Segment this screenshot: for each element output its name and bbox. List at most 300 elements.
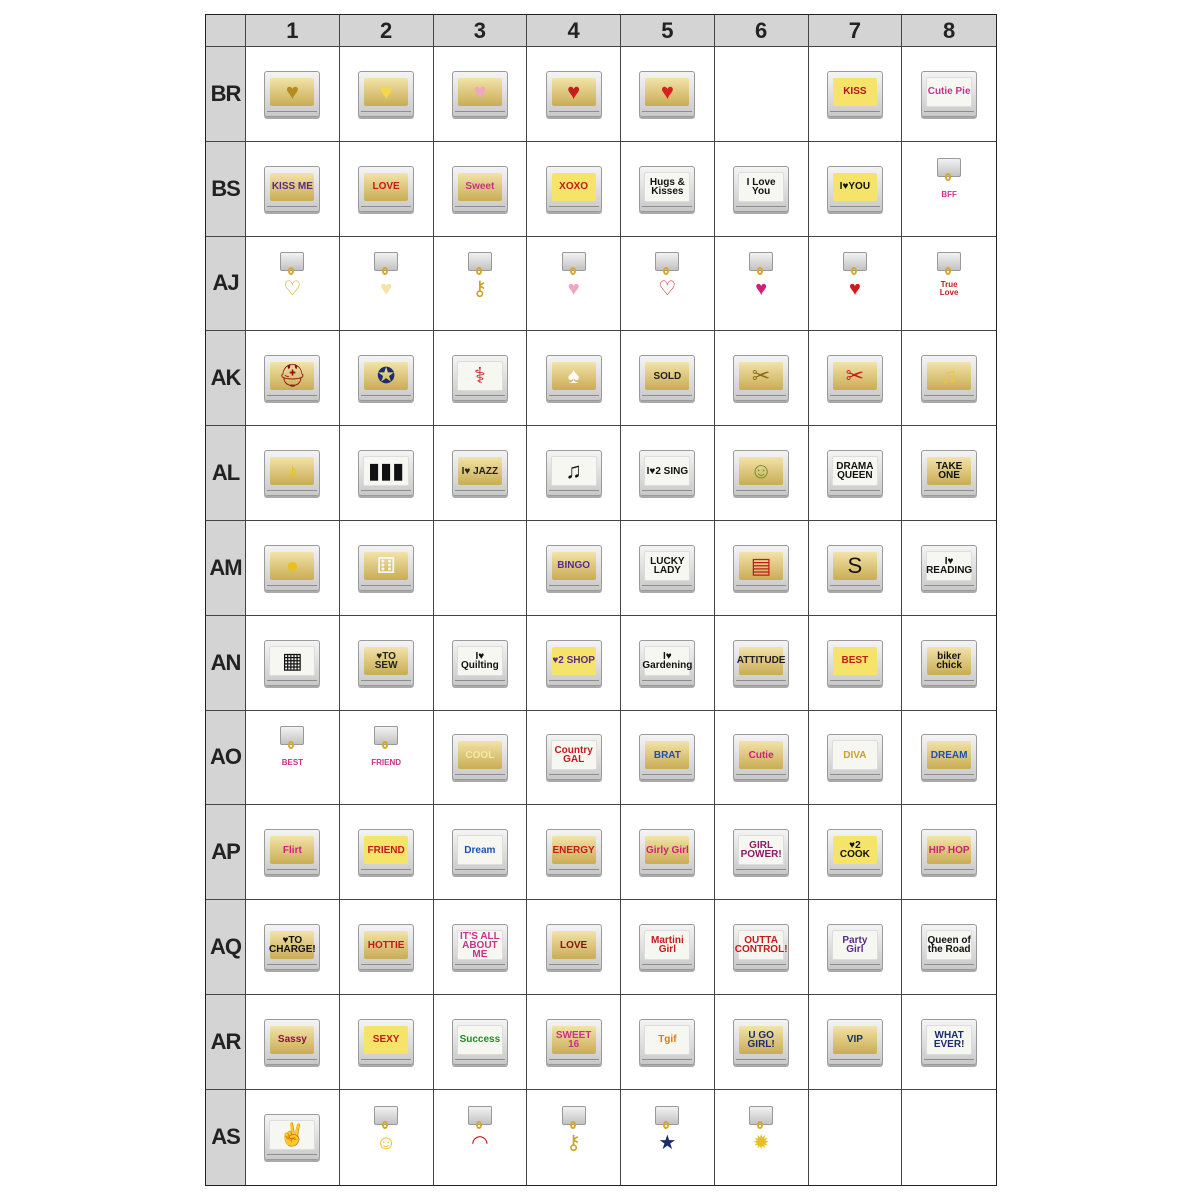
grid-cell: [715, 47, 809, 141]
charm-text: ♥TO SEW: [374, 650, 398, 671]
grid-cell[interactable]: [527, 900, 621, 994]
charm-text: BINGO: [557, 560, 591, 572]
grid-cell[interactable]: [527, 331, 621, 425]
pendant-symbol-icon: ♥: [755, 278, 768, 301]
corner-cell: [206, 15, 246, 46]
charm-face: [270, 457, 314, 485]
charm-face: [926, 930, 972, 960]
grid-cell[interactable]: [434, 1090, 528, 1185]
grid-cell[interactable]: [527, 995, 621, 1089]
grid-cell[interactable]: [340, 995, 434, 1089]
italian-charm-link: [546, 166, 602, 212]
grid-cell[interactable]: [246, 805, 340, 899]
grid-cell: [902, 1090, 996, 1185]
charm-face: [458, 741, 502, 769]
charm-face: [270, 552, 314, 580]
italian-charm-link: [546, 450, 602, 496]
grid-cell[interactable]: [809, 900, 903, 994]
charm-text: Cutie Pie: [927, 86, 971, 98]
charm-symbol-icon: ✌: [278, 1122, 307, 1148]
italian-charm-link: [827, 924, 883, 970]
grid-row-am: [206, 521, 996, 616]
charm-text: GIRL POWER!: [740, 840, 782, 861]
grid-cell[interactable]: [527, 47, 621, 141]
pendant: [559, 274, 589, 304]
charm-text: KISS ME: [271, 181, 313, 193]
dangle-charm: [746, 1106, 776, 1168]
grid-cell[interactable]: [527, 237, 621, 331]
italian-charm-link: [264, 545, 320, 591]
italian-charm-link: [358, 829, 414, 875]
charm-face: [364, 552, 408, 580]
grid-cell[interactable]: [621, 995, 715, 1089]
grid-cell[interactable]: [621, 331, 715, 425]
charm-face: [832, 930, 878, 960]
grid-cell[interactable]: [621, 1090, 715, 1185]
grid-cell[interactable]: [340, 805, 434, 899]
grid-cell[interactable]: [434, 995, 528, 1089]
italian-charm-link: [921, 829, 977, 875]
grid-cell[interactable]: [527, 426, 621, 520]
charm-face: [927, 362, 971, 390]
grid-cell[interactable]: [340, 237, 434, 331]
grid-row-bs: [206, 142, 996, 237]
grid-cell[interactable]: [527, 805, 621, 899]
charm-face: [645, 362, 689, 390]
charm-text: I♥YOU: [839, 181, 871, 193]
italian-charm-link: [264, 1019, 320, 1065]
grid-body: [206, 47, 996, 1185]
italian-charm-link: [452, 71, 508, 117]
grid-cell[interactable]: [809, 237, 903, 331]
charm-text: DIVA: [843, 749, 867, 761]
charm-face: [552, 78, 596, 106]
row-header: AJ: [206, 237, 246, 331]
charm-face: [458, 173, 502, 201]
grid-cell[interactable]: [902, 995, 996, 1089]
grid-cell[interactable]: [902, 616, 996, 710]
column-header-8: 8: [902, 15, 996, 46]
grid-cell[interactable]: [527, 521, 621, 615]
italian-charm-link: [639, 450, 695, 496]
charm-text: Girly Girl: [645, 844, 689, 856]
italian-charm-link: [921, 734, 977, 780]
grid-cell[interactable]: [527, 1090, 621, 1185]
charm-face: [736, 647, 786, 675]
dangle-charm: [559, 1106, 589, 1168]
grid-cell[interactable]: [715, 331, 809, 425]
italian-charm-link: [264, 1114, 320, 1160]
grid-cell[interactable]: [621, 900, 715, 994]
grid-cell[interactable]: [621, 142, 715, 236]
charm-face: [927, 836, 971, 864]
italian-charm-link: [733, 545, 789, 591]
grid-cell[interactable]: [246, 426, 340, 520]
grid-cell[interactable]: [340, 331, 434, 425]
italian-charm-link: [639, 829, 695, 875]
dangle-charm: [934, 252, 964, 314]
charm-face: [552, 836, 596, 864]
charm-face: [644, 1025, 690, 1055]
charm-text: XOXO: [559, 181, 589, 193]
charm-face: [739, 1026, 783, 1054]
charm-symbol-icon: ✪: [376, 363, 396, 389]
grid-cell[interactable]: [621, 616, 715, 710]
charm-face: [457, 835, 503, 865]
charm-face: [364, 173, 408, 201]
grid-cell[interactable]: [902, 805, 996, 899]
grid-cell[interactable]: [902, 331, 996, 425]
charm-face: [833, 173, 877, 201]
grid-cell[interactable]: [715, 900, 809, 994]
charm-text: Success: [459, 1034, 501, 1046]
grid-cell[interactable]: [434, 47, 528, 141]
italian-charm-link: [358, 640, 414, 686]
charm-text: HIP HOP: [928, 844, 970, 856]
grid-cell[interactable]: [340, 142, 434, 236]
grid-cell[interactable]: [809, 711, 903, 805]
grid-cell[interactable]: [902, 142, 996, 236]
charm-grid: [205, 14, 997, 1186]
row-header: AQ: [206, 900, 246, 994]
charm-text: ♥2 COOK: [839, 840, 870, 861]
charm-face: [457, 930, 503, 960]
charm-text: Sweet: [465, 181, 495, 193]
charm-text: I Love You: [746, 176, 776, 197]
italian-charm-link: [827, 640, 883, 686]
italian-charm-link: [733, 166, 789, 212]
charm-text: LUCKY LADY: [650, 555, 685, 576]
charm-symbol-icon: ✂: [751, 363, 771, 389]
charm-face: [269, 646, 315, 676]
charm-face: [270, 78, 314, 106]
grid-cell[interactable]: [715, 1090, 809, 1185]
dangle-charm: [465, 252, 495, 314]
charm-text: I♥ JAZZ: [461, 465, 499, 477]
dangle-charm: [652, 1106, 682, 1168]
pendant: [652, 274, 682, 304]
charm-text: Sassy: [277, 1034, 307, 1046]
charm-text: IT'S ALL ABOUT ME: [459, 930, 500, 960]
grid-cell[interactable]: [621, 237, 715, 331]
grid-cell[interactable]: [527, 142, 621, 236]
charm-symbol-icon: ♥: [285, 78, 299, 104]
row-header: AO: [206, 711, 246, 805]
pendant-text: BEST: [281, 758, 304, 768]
grid-cell[interactable]: [809, 521, 903, 615]
grid-cell[interactable]: [902, 47, 996, 141]
charm-face: [738, 835, 784, 865]
dangle-charm: [746, 252, 776, 314]
italian-charm-link: [452, 355, 508, 401]
grid-row-ao: [206, 711, 996, 806]
grid-cell[interactable]: [902, 426, 996, 520]
charm-face: [552, 1026, 596, 1054]
grid-cell[interactable]: [246, 616, 340, 710]
pendant-symbol-icon: ♡: [283, 278, 302, 301]
charm-face: [926, 551, 972, 581]
grid-cell[interactable]: [715, 426, 809, 520]
charm-symbol-icon: ⚕: [473, 363, 486, 389]
charm-face: [458, 78, 502, 106]
grid-cell[interactable]: [809, 331, 903, 425]
grid-cell[interactable]: [340, 711, 434, 805]
charm-face: [833, 1026, 877, 1054]
grid-cell[interactable]: [340, 47, 434, 141]
pendant: [746, 274, 776, 304]
italian-charm-link: [733, 829, 789, 875]
italian-charm-link: [827, 355, 883, 401]
grid-cell[interactable]: [434, 237, 528, 331]
italian-charm-link: [452, 924, 508, 970]
italian-charm-link: [639, 640, 695, 686]
charm-text: COOL: [465, 749, 495, 761]
pendant-symbol-icon: ♡: [658, 278, 677, 301]
grid-cell[interactable]: [621, 805, 715, 899]
grid-cell[interactable]: [434, 426, 528, 520]
italian-charm-link: [921, 71, 977, 117]
grid-cell[interactable]: [715, 237, 809, 331]
grid-cell[interactable]: [434, 900, 528, 994]
row-header: AP: [206, 805, 246, 899]
grid-row-aq: [206, 900, 996, 995]
charm-face: [270, 931, 314, 959]
italian-charm-link: [546, 924, 602, 970]
italian-charm-link: [546, 1019, 602, 1065]
italian-charm-link: [264, 71, 320, 117]
grid-cell[interactable]: [902, 711, 996, 805]
charm-text: U GO GIRL!: [747, 1029, 775, 1050]
grid-cell[interactable]: [715, 995, 809, 1089]
charm-face: [739, 362, 783, 390]
grid-cell[interactable]: [621, 521, 715, 615]
charm-text: ATTITUDE: [736, 655, 786, 667]
italian-charm-link: [546, 640, 602, 686]
italian-charm-link: [827, 166, 883, 212]
pendant-symbol-icon: ♥: [567, 278, 580, 301]
grid-cell[interactable]: [340, 521, 434, 615]
pendant: [652, 1128, 682, 1158]
pendant-symbol-icon: ☺: [375, 1132, 397, 1155]
charm-symbol-icon: ▦: [281, 647, 303, 673]
pendant-symbol-icon: ♥: [848, 278, 861, 301]
grid-cell[interactable]: [246, 995, 340, 1089]
italian-charm-link: [827, 734, 883, 780]
charm-text: TAKE ONE: [935, 461, 963, 482]
pendant-symbol-icon: ⚷: [472, 278, 488, 301]
pendant: [559, 1128, 589, 1158]
charm-face: [457, 1025, 503, 1055]
row-header: AN: [206, 616, 246, 710]
grid-row-br: [206, 47, 996, 142]
grid-cell[interactable]: [246, 1090, 340, 1185]
italian-charm-link: [264, 924, 320, 970]
italian-charm-link: [452, 166, 508, 212]
row-header: AR: [206, 995, 246, 1089]
charm-face: [926, 1025, 972, 1055]
charm-face: [833, 836, 877, 864]
charm-face: [270, 836, 314, 864]
charm-text: KISS: [843, 86, 867, 98]
charm-text: I♥ READING: [926, 555, 973, 576]
charm-face: [552, 552, 596, 580]
charm-face: [269, 1120, 315, 1150]
charm-symbol-icon: ♫: [940, 363, 958, 389]
charm-text: biker chick: [936, 650, 962, 671]
grid-cell[interactable]: [527, 711, 621, 805]
charm-symbol-icon: ♥: [567, 78, 581, 104]
italian-charm-link: [639, 166, 695, 212]
charm-text: Flirt: [282, 844, 302, 856]
grid-cell[interactable]: [809, 616, 903, 710]
charm-symbol-icon: ♥: [473, 78, 487, 104]
italian-charm-link: [546, 355, 602, 401]
italian-charm-link: [358, 450, 414, 496]
grid-cell[interactable]: [621, 426, 715, 520]
charm-face: [833, 362, 877, 390]
charm-face: [270, 362, 314, 390]
italian-charm-link: [639, 924, 695, 970]
charm-face: [739, 741, 783, 769]
grid-cell[interactable]: [340, 1090, 434, 1185]
pendant: [371, 274, 401, 304]
italian-charm-link: [264, 829, 320, 875]
italian-charm-link: [921, 355, 977, 401]
italian-charm-link: [733, 640, 789, 686]
charm-text: VIP: [846, 1034, 863, 1046]
pendant: [371, 1128, 401, 1158]
italian-charm-link: [827, 71, 883, 117]
charm-face: [364, 836, 408, 864]
charm-face: [364, 1026, 408, 1054]
grid-cell[interactable]: [715, 142, 809, 236]
pendant: [746, 1128, 776, 1158]
grid-cell[interactable]: [715, 616, 809, 710]
pendant-symbol-icon: ◠: [471, 1132, 489, 1155]
charm-face: [832, 740, 878, 770]
grid-cell[interactable]: [902, 900, 996, 994]
grid-cell[interactable]: [902, 521, 996, 615]
grid-cell[interactable]: [340, 900, 434, 994]
dangle-charm: [371, 726, 401, 788]
charm-text: Dream: [464, 844, 496, 856]
charm-text: ♥2 SHOP: [552, 655, 595, 667]
grid-cell[interactable]: [902, 237, 996, 331]
grid-cell[interactable]: [246, 521, 340, 615]
italian-charm-link: [639, 71, 695, 117]
charm-symbol-icon: ⛑: [278, 363, 307, 389]
charm-symbol-icon: ♠: [567, 363, 580, 389]
row-header: AK: [206, 331, 246, 425]
charm-symbol-icon: ♪: [286, 458, 298, 484]
grid-cell[interactable]: [246, 237, 340, 331]
grid-cell[interactable]: [809, 805, 903, 899]
charm-face: [364, 647, 408, 675]
charm-face: [738, 172, 784, 202]
italian-charm-link: [639, 734, 695, 780]
charm-text: SWEET 16: [555, 1029, 592, 1050]
charm-text: I♥ Quilting: [460, 650, 499, 671]
dangle-charm: [840, 252, 870, 314]
charm-face: [833, 78, 877, 106]
italian-charm-link: [639, 355, 695, 401]
grid-cell[interactable]: [809, 47, 903, 141]
italian-charm-link: [358, 166, 414, 212]
grid-cell[interactable]: [340, 426, 434, 520]
italian-charm-link: [921, 450, 977, 496]
charm-text: WHAT EVER!: [933, 1029, 965, 1050]
grid-cell[interactable]: [340, 616, 434, 710]
grid-cell[interactable]: [621, 711, 715, 805]
grid-cell[interactable]: [246, 331, 340, 425]
charm-symbol-icon: ☺: [749, 458, 773, 484]
pendant: [465, 274, 495, 304]
charm-face: [642, 646, 693, 676]
dangle-charm: [277, 252, 307, 314]
italian-charm-link: [264, 450, 320, 496]
grid-cell[interactable]: [246, 711, 340, 805]
charm-symbol-icon: ♥: [660, 78, 674, 104]
charm-text: I♥ Gardening: [642, 650, 693, 671]
charm-face: [833, 647, 877, 675]
grid-cell[interactable]: [809, 995, 903, 1089]
grid-cell[interactable]: [715, 521, 809, 615]
charm-face: [645, 78, 689, 106]
grid-cell[interactable]: [715, 805, 809, 899]
charm-face: [926, 77, 972, 107]
dangle-charm: [371, 252, 401, 314]
charm-text: I♥2 SING: [646, 465, 689, 477]
grid-cell[interactable]: [246, 47, 340, 141]
pendant-symbol-icon: ★: [658, 1132, 677, 1155]
grid-cell[interactable]: [434, 711, 528, 805]
column-header-1: 1: [246, 15, 340, 46]
charm-text: ♥TO CHARGE!: [269, 935, 316, 956]
grid-row-as: [206, 1090, 996, 1185]
charm-symbol-icon: ✂: [845, 363, 865, 389]
charm-face: [927, 741, 971, 769]
charm-face: [552, 173, 596, 201]
grid-cell[interactable]: [809, 426, 903, 520]
charm-text: Martini Girl: [650, 935, 684, 956]
italian-charm-link: [827, 1019, 883, 1065]
charm-text: Queen of the Road: [927, 935, 971, 956]
grid-cell[interactable]: [434, 805, 528, 899]
row-header: AS: [206, 1090, 246, 1185]
pendant-symbol-icon: ✹: [752, 1132, 770, 1155]
charm-face: [363, 456, 409, 486]
charm-face: [551, 456, 597, 486]
pendant: [277, 274, 307, 304]
charm-face: [739, 552, 783, 580]
grid-cell[interactable]: [246, 900, 340, 994]
grid-cell[interactable]: [809, 142, 903, 236]
dangle-charm: [652, 252, 682, 314]
grid-cell[interactable]: [621, 47, 715, 141]
italian-charm-link: [452, 640, 508, 686]
charm-face: [644, 930, 690, 960]
grid-cell[interactable]: [434, 142, 528, 236]
charm-symbol-icon: S: [847, 552, 863, 578]
grid-cell[interactable]: [434, 616, 528, 710]
grid-cell[interactable]: [527, 616, 621, 710]
grid-cell[interactable]: [715, 711, 809, 805]
italian-charm-link: [358, 1019, 414, 1065]
grid-cell[interactable]: [434, 331, 528, 425]
italian-charm-link: [452, 450, 508, 496]
grid-cell[interactable]: [246, 142, 340, 236]
italian-charm-link: [546, 545, 602, 591]
